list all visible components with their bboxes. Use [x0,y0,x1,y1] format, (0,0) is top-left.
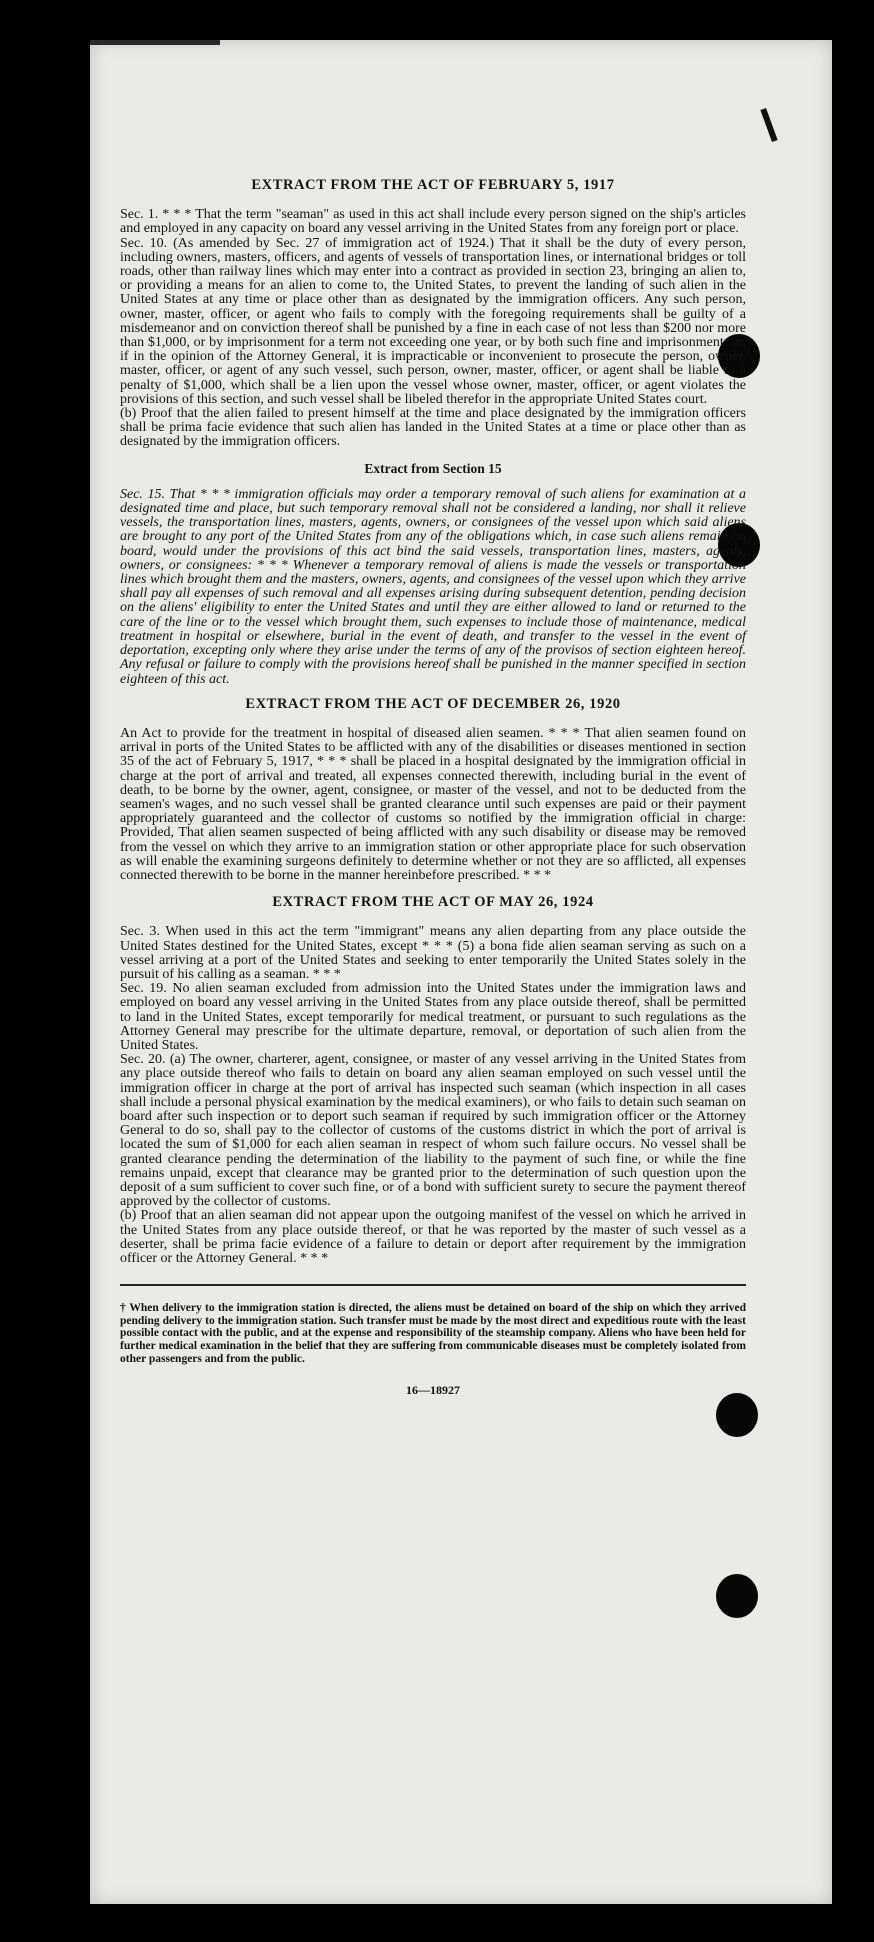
paragraph: Sec. 3. When used in this act the term "immigrant" means any alien departing from any place outside the United States destined for the United States, except * * * (5) a bona fide alien seaman serving as such on a vessel arriving at a port of the United States and seeking to enter temporarily the United States solely in the pursuit of his calling as a seaman. * * * [120,924,746,982]
footnote: † When delivery to the immigration station is directed, the aliens must be detained on board of the ship on which they arrived pending delivery to the immigration station. Such transfer must be made by the most direct and expeditious route with the least possible contact with the public, and at the expense and responsibility of the steamship company. Aliens who have been held for further medical examination in the belief that they are suffering from communicable diseases must be completely isolated from other passengers and from the public. [120,1302,746,1365]
paragraph: (b) Proof that the alien failed to present himself at the time and place designated by the immigration officers shall be prima facie evidence that such alien has landed in the United States at a time or place other than as designated by the immigration officers. [120,406,746,450]
section-subheading: Extract from Section 15 [364,460,502,476]
top-edge-mark [90,40,220,45]
punch-hole [716,1393,758,1437]
document-body [120,178,746,1397]
paragraph: (b) Proof that an alien seaman did not appear upon the outgoing manifest of the vessel on which he arrived in the United States from any place outside thereof, or that he was reported by the master of such vessel as a deserter, shall be prima facie evidence of a failure to detain or deport after requirement by the immigration officer or the Attorney General. * * * [120,1208,746,1267]
paragraph: Sec. 15. That * * * immigration officials may order a temporary removal of such aliens for examination at a designated time and place, but such temporary removal shall not be considered a landing, nor shall it relieve vessels, the transportation lines, masters, agents, owners, or consignees of the vessel upon which said aliens are brought to any port of the United States from any of the obligations which, in case such aliens remain on board, would under the provisions of this act bind the said vessels, transportation lines, masters, agents, owners, or consignees: * * * Whenever a temporary removal of aliens is made the vessels or transportation lines which brought them and the masters, owners, agents, and consignees of the vessel upon which they arrive shall pay all expenses of such removal and all expenses arising during subsequent detention, pending decision on the aliens' eligibility to enter the United States and until they are either allowed to land or returned to the care of the line or to the vessel which brought them, such expenses to include those of maintenance, medical treatment in hospital or elsewhere, burial in the event of death, and transfer to the vessel in the event of deportation, excepting only where they arise under the terms of any of the provisos of section eighteen hereof. Any refusal or failure to comply with the provisions hereof shall be punished in the manner specified in section eighteen of this act. [120,486,746,687]
corner-mark [760,108,777,142]
paragraph: An Act to provide for the treatment in hospital of diseased alien seamen. * * * That alien seamen found on arrival in ports of the United States to be afflicted with any of the disabilities or diseases mentioned in section 35 of the act of February 5, 1917, * * * shall be placed in a hospital designated by the immigration official in charge at the port of arrival and treated, all expenses connected therewith, including burial in the event of death, to be borne by the owner, agent, consignee, or master of the vessel, and not to be deducted from the seamen's wages, and no such vessel shall be granted clearance until such expenses are paid or their payment appropriately guaranteed and the collector of customs so notified by the immigration official in charge: Provided, That alien seamen suspected of being afflicted with any such disability or disease may be removed from the vessel on which they arrive to an immigration station or other appropriate place for such observation as will enable the examining surgeons definitely to determine whether or not they are so afflicted, all expenses connected therewith to be borne in the manner hereinbefore prescribed. * * * [120,725,746,883]
section-heading: EXTRACT FROM THE ACT OF MAY 26, 1924 [272,894,594,911]
paragraph: Sec. 20. (a) The owner, charterer, agent, consignee, or master of any vessel arriving in the United States from any place outside thereof who fails to detain on board any alien seaman employed on such vessel until the immigration officer in charge at the port of arrival has inspected such seaman (which inspection in all cases shall include a personal physical examination by the medical examiners), or who fails to detain such seaman on board after such inspection or to deport such seaman if required by such immigration officer or the Attorney General to do so, shall pay to the collector of customs of the customs district in which the port of arrival is located the sum of $1,000 for each alien seaman in respect of whom such failure occurs. No vessel shall be granted clearance pending the determination of the liability to the payment of such fine, or while the fine remains unpaid, except that clearance may be granted prior to the determination of such question upon the deposit of a sum sufficient to cover such fine, or of a bond with sufficient surety to secure the payment thereof approved by the collector of customs. [120,1052,746,1210]
paragraph: Sec. 19. No alien seaman excluded from admission into the United States under the immigration laws and employed on board any vessel arriving in the United States from any place outside thereof, shall be permitted to land in the United States, except temporarily for medical treatment, or pursuant to such regulations as the Attorney General may prescribe for the ultimate departure, removal, or deportation of such alien from the United States. [120,981,746,1053]
section-heading: EXTRACT FROM THE ACT OF DECEMBER 26, 1920 [245,695,621,712]
section-heading: EXTRACT FROM THE ACT OF FEBRUARY 5, 1917 [251,177,615,193]
punch-hole [716,1574,758,1618]
form-code: 16—18927 [406,1383,460,1398]
paragraph: Sec. 10. (As amended by Sec. 27 of immigration act of 1924.) That it shall be the duty of every person, including owners, masters, officers, and agents of vessels of transportation lines, or international bridges or toll roads, other than railway lines which may enter into a contract as provided in section 23, bringing an alien to, or providing a means for an alien to come to, the United States, to prevent the landing of such alien in the United States at any time or place other than as designated by the immigration officers. Any such person, owner, master, officer, or agent who fails to comply with the foregoing requirements shall be guilty of a misdemeanor and on conviction thereof shall be punished by a fine in each case of not less than $200 nor more than $1,000, or by imprisonment for a term not exceeding one year, or by both such fine and imprisonment; or, if in the opinion of the Attorney General, it is impracticable or inconvenient to prosecute the person, owner, master, officer, or agent of any such vessel, such person, owner, master, officer, or agent shall be liable to a penalty of $1,000, which shall be a lien upon the vessel whose owner, master, officer, or agent violates the provisions of this section, and such vessel shall be libeled therefor in the appropriate United States court. [120,235,746,407]
paragraph: Sec. 1. * * * That the term "seaman" as used in this act shall include every person signed on the ship's articles and employed in any capacity on board any vessel arriving in the United States from any foreign port or place. [120,207,746,237]
